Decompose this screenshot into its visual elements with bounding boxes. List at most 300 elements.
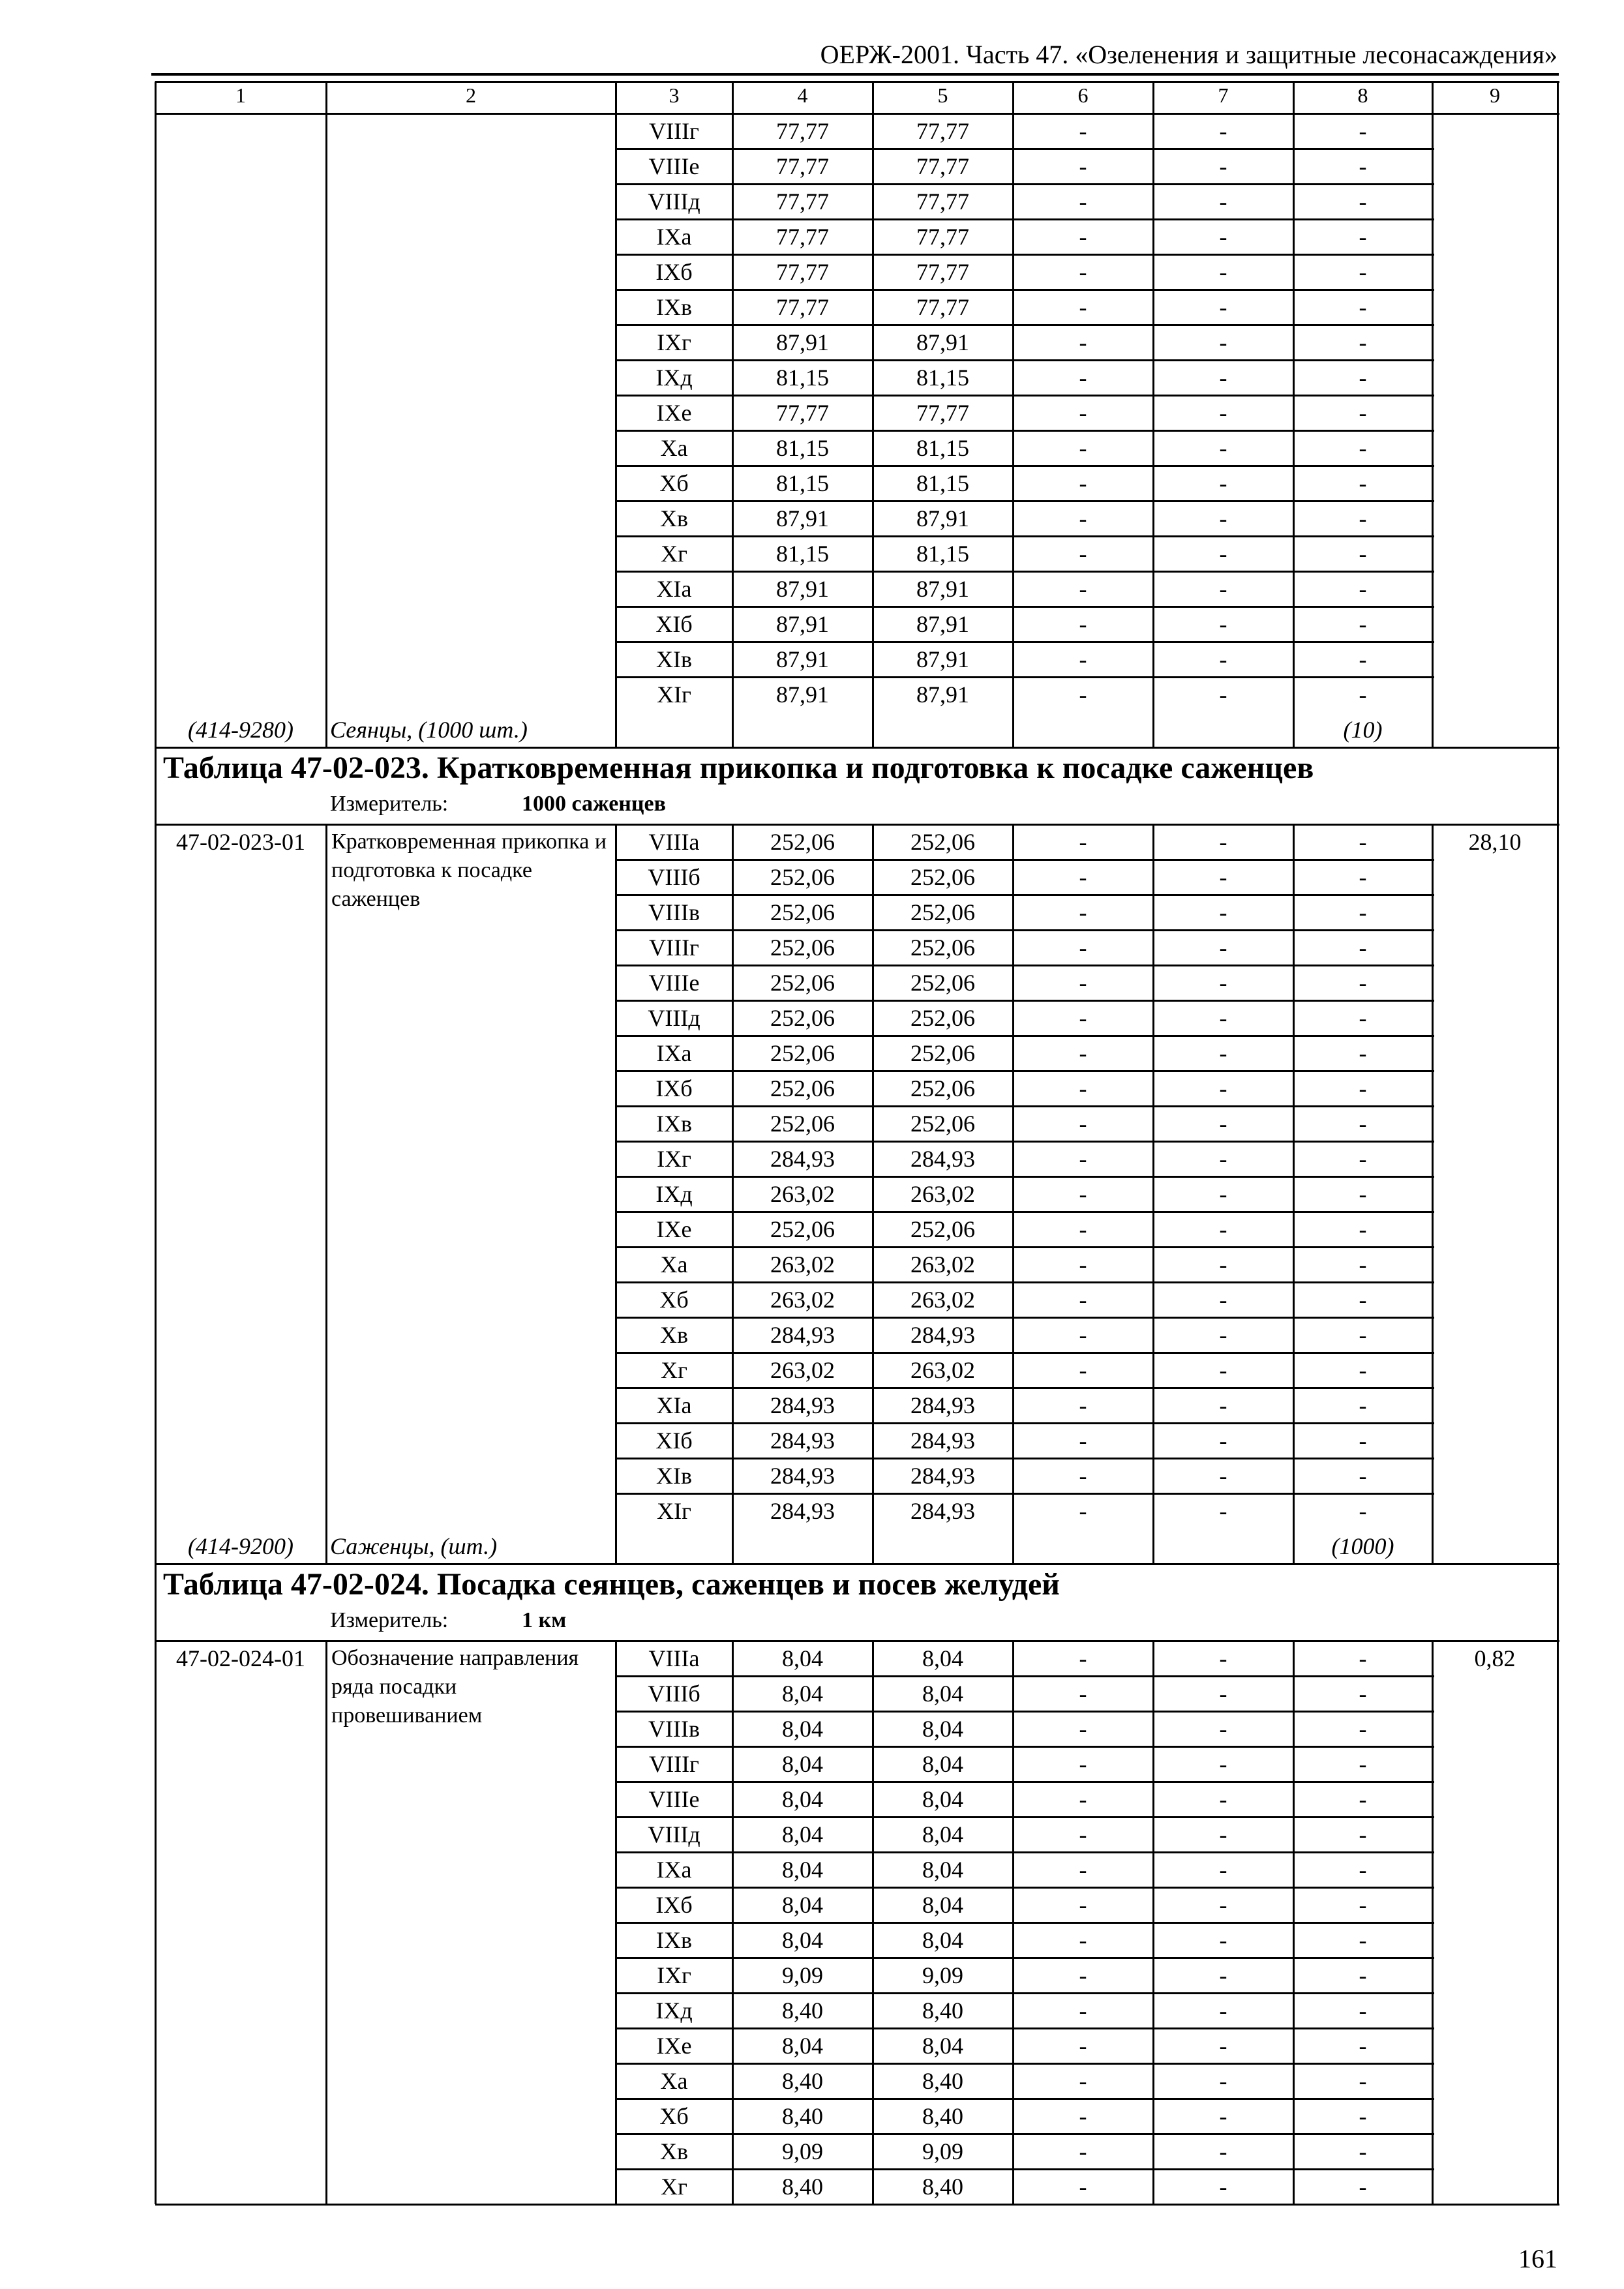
rate-value: -: [1219, 681, 1227, 708]
rate-value: -: [1079, 1821, 1087, 1848]
rate-value: 8,04: [922, 1716, 963, 1742]
rate-value: -: [1079, 1751, 1087, 1777]
rate-value: -: [1079, 188, 1087, 215]
rate-value: 87,91: [776, 505, 829, 531]
zone-label: IXд: [655, 365, 693, 391]
rate-value: -: [1359, 224, 1367, 250]
resource-code: (414-9200): [188, 1533, 293, 1559]
rate-value: -: [1079, 2068, 1087, 2094]
row-divider: [155, 2204, 1559, 2206]
rate-value: -: [1219, 1322, 1227, 1348]
rate-value: -: [1219, 1786, 1227, 1812]
rate-value: -: [1359, 1681, 1367, 1707]
rate-value: -: [1359, 576, 1367, 602]
rate-value: 252,06: [910, 1216, 975, 1242]
rate-value: -: [1219, 2103, 1227, 2129]
rate-value: 252,06: [770, 1040, 835, 1066]
rate-value: 87,91: [916, 611, 969, 637]
column-divider: [1152, 824, 1154, 1564]
rate-value: 284,93: [910, 1392, 975, 1418]
rate-value: 81,15: [776, 435, 829, 461]
rate-value: -: [1079, 470, 1087, 496]
rate-value: 284,93: [910, 1463, 975, 1489]
rate-value: 8,04: [782, 1751, 823, 1777]
column-divider: [1012, 824, 1014, 1564]
rate-value: 77,77: [916, 188, 969, 215]
rate-value: 8,04: [782, 1786, 823, 1812]
column-divider: [155, 1641, 157, 2204]
zone-label: VIIIв: [648, 899, 700, 925]
rate-value: 263,02: [910, 1251, 975, 1278]
rate-description: Кратковременная прикопка и подготовка к посадке саженцев: [331, 830, 607, 911]
rate-value: -: [1359, 1821, 1367, 1848]
zone-label: VIIIд: [648, 188, 700, 215]
rate-value: -: [1219, 329, 1227, 355]
rate-value: -: [1359, 1463, 1367, 1489]
rate-value: -: [1219, 1857, 1227, 1883]
rate-value: -: [1219, 1716, 1227, 1742]
rate-value: -: [1079, 118, 1087, 144]
rate-value: 77,77: [916, 224, 969, 250]
rate-value: 8,04: [922, 1786, 963, 1812]
rate-value: 284,93: [910, 1146, 975, 1172]
column-divider: [1557, 824, 1559, 1564]
rate-value: -: [1219, 970, 1227, 996]
column-divider: [155, 1564, 157, 1641]
rate-value: 284,93: [910, 1322, 975, 1348]
rate-value: 252,06: [910, 1040, 975, 1066]
rate-value: -: [1359, 1181, 1367, 1207]
rate-value: -: [1219, 1216, 1227, 1242]
rate-value: 77,77: [776, 224, 829, 250]
rate-value: -: [1359, 1040, 1367, 1066]
rate-value: 9,09: [922, 1962, 963, 1988]
rate-value: -: [1219, 505, 1227, 531]
zone-label: VIIIд: [648, 1005, 700, 1031]
rate-value: 8,04: [922, 1927, 963, 1953]
rate-value: -: [1359, 1005, 1367, 1031]
rate-value: -: [1219, 188, 1227, 215]
column-divider: [1432, 1641, 1434, 2204]
rate-value: -: [1219, 864, 1227, 890]
rate-value: -: [1219, 541, 1227, 567]
labor-cost: 28,10: [1468, 829, 1522, 855]
rate-value: 252,06: [910, 935, 975, 961]
column-divider: [1432, 113, 1434, 747]
column-divider: [325, 82, 327, 113]
zone-label: Xб: [659, 470, 689, 496]
rate-value: -: [1359, 1997, 1367, 2024]
rate-value: 8,04: [922, 1892, 963, 1918]
rate-value: -: [1219, 1005, 1227, 1031]
rate-value: -: [1359, 1146, 1367, 1172]
column-divider: [732, 113, 734, 747]
rate-value: -: [1359, 470, 1367, 496]
running-header: ОЕРЖ-2001. Часть 47. «Озеленения и защитные лесонасаждения»: [820, 40, 1557, 69]
column-divider: [1557, 113, 1559, 747]
rate-value: -: [1219, 400, 1227, 426]
rate-value: -: [1079, 1392, 1087, 1418]
rate-value: 8,40: [922, 2068, 963, 2094]
rate-value: -: [1079, 1322, 1087, 1348]
column-divider: [615, 1641, 617, 2204]
rate-value: -: [1219, 470, 1227, 496]
rate-value: -: [1359, 329, 1367, 355]
rate-value: -: [1079, 1997, 1087, 2024]
rate-value: -: [1359, 1498, 1367, 1524]
zone-label: IXв: [656, 1927, 692, 1953]
resource-quantity: (1000): [1331, 1533, 1394, 1559]
rate-value: -: [1219, 829, 1227, 855]
rate-value: -: [1359, 970, 1367, 996]
rate-value: 252,06: [770, 1111, 835, 1137]
rate-value: 252,06: [770, 899, 835, 925]
zone-label: Xг: [661, 1357, 687, 1383]
rate-value: -: [1079, 1251, 1087, 1278]
measure-label: Измеритель:: [330, 1608, 449, 1632]
rate-value: -: [1219, 1428, 1227, 1454]
rate-value: 77,77: [916, 118, 969, 144]
rate-value: -: [1219, 1287, 1227, 1313]
column-number: 9: [1490, 83, 1500, 107]
rate-value: 81,15: [776, 365, 829, 391]
rate-value: -: [1359, 935, 1367, 961]
zone-label: IXв: [656, 294, 692, 320]
rate-value: 87,91: [776, 576, 829, 602]
rate-value: -: [1359, 188, 1367, 215]
rate-value: -: [1079, 2033, 1087, 2059]
rate-value: -: [1219, 259, 1227, 285]
rate-value: -: [1079, 1463, 1087, 1489]
rate-value: -: [1079, 329, 1087, 355]
rate-value: 252,06: [770, 970, 835, 996]
rate-value: -: [1359, 365, 1367, 391]
rate-value: -: [1359, 899, 1367, 925]
zone-label: Xа: [660, 2068, 688, 2094]
rate-value: -: [1359, 1322, 1367, 1348]
column-number: 3: [669, 83, 680, 107]
resource-name: Саженцы, (шт.): [330, 1533, 498, 1559]
rate-value: -: [1219, 1463, 1227, 1489]
column-divider: [1557, 747, 1559, 824]
rate-value: -: [1079, 505, 1087, 531]
rate-value: -: [1359, 1428, 1367, 1454]
rate-value: -: [1219, 1645, 1227, 1671]
rate-value: -: [1079, 153, 1087, 179]
rate-value: -: [1359, 1251, 1367, 1278]
column-divider: [1152, 82, 1154, 113]
rate-value: 263,02: [910, 1181, 975, 1207]
rate-value: -: [1219, 1075, 1227, 1101]
rate-value: -: [1079, 365, 1087, 391]
rate-value: 284,93: [770, 1498, 835, 1524]
rate-value: -: [1079, 611, 1087, 637]
column-divider: [615, 82, 617, 113]
zone-label: VIIIд: [648, 1821, 700, 1848]
rate-value: -: [1219, 1357, 1227, 1383]
rate-value: -: [1079, 1927, 1087, 1953]
rate-value: 8,04: [922, 1681, 963, 1707]
rate-value: -: [1359, 2138, 1367, 2164]
rate-value: 8,04: [922, 1857, 963, 1883]
zone-label: IXб: [655, 259, 693, 285]
zone-label: IXб: [655, 1892, 693, 1918]
rate-value: -: [1219, 2068, 1227, 2094]
rate-value: -: [1359, 435, 1367, 461]
rate-value: -: [1079, 400, 1087, 426]
rate-value: -: [1219, 1111, 1227, 1137]
rate-value: -: [1079, 1357, 1087, 1383]
rate-value: 8,40: [922, 2103, 963, 2129]
rate-value: 8,04: [782, 1645, 823, 1671]
zone-label: VIIIб: [648, 1681, 700, 1707]
column-divider: [872, 82, 874, 113]
rate-value: -: [1079, 970, 1087, 996]
rate-value: -: [1079, 1786, 1087, 1812]
rate-value: -: [1219, 1751, 1227, 1777]
zone-label: IXд: [655, 1181, 693, 1207]
zone-label: IXе: [656, 2033, 692, 2059]
rate-value: -: [1359, 294, 1367, 320]
rate-value: -: [1219, 224, 1227, 250]
resource-name: Сеянцы, (1000 шт.): [330, 717, 528, 743]
rate-value: 77,77: [776, 294, 829, 320]
column-divider: [872, 1641, 874, 2204]
rate-value: 81,15: [916, 435, 969, 461]
column-divider: [872, 113, 874, 747]
rate-value: -: [1219, 2033, 1227, 2059]
column-divider: [1012, 1641, 1014, 2204]
rate-value: -: [1219, 1146, 1227, 1172]
rate-value: 252,06: [910, 1005, 975, 1031]
column-divider: [1557, 1564, 1559, 1641]
rate-value: -: [1079, 1645, 1087, 1671]
rate-value: 8,04: [782, 1927, 823, 1953]
rate-value: 252,06: [770, 1216, 835, 1242]
column-divider: [1012, 113, 1014, 747]
column-divider: [1293, 82, 1295, 113]
rate-value: -: [1079, 1716, 1087, 1742]
rate-value: -: [1359, 611, 1367, 637]
rate-value: -: [1219, 1927, 1227, 1953]
rate-value: -: [1359, 259, 1367, 285]
rate-value: -: [1079, 1216, 1087, 1242]
column-divider: [1432, 824, 1434, 1564]
column-divider: [1432, 82, 1434, 113]
rate-value: -: [1219, 576, 1227, 602]
header-rule: [151, 73, 1559, 76]
rate-value: -: [1359, 1216, 1367, 1242]
rate-value: -: [1079, 2138, 1087, 2164]
zone-label: Xа: [660, 1251, 688, 1278]
resource-quantity: (10): [1343, 717, 1383, 743]
rate-value: 284,93: [770, 1463, 835, 1489]
rate-value: -: [1079, 864, 1087, 890]
rate-value: 8,04: [782, 1892, 823, 1918]
zone-label: VIIIг: [649, 118, 699, 144]
rate-value: -: [1359, 1857, 1367, 1883]
rate-value: -: [1079, 1681, 1087, 1707]
rate-value: -: [1079, 1005, 1087, 1031]
zone-label: VIIIв: [648, 1716, 700, 1742]
rate-value: -: [1219, 118, 1227, 144]
zone-label: VIIIг: [649, 1751, 699, 1777]
zone-label: XIб: [655, 611, 693, 637]
zone-label: XIг: [657, 1498, 691, 1524]
column-divider: [732, 1641, 734, 2204]
rate-value: -: [1079, 1428, 1087, 1454]
rate-value: 77,77: [776, 259, 829, 285]
zone-label: XIв: [656, 1463, 692, 1489]
rate-value: -: [1219, 1997, 1227, 2024]
column-number: 4: [797, 83, 808, 107]
rate-value: -: [1359, 153, 1367, 179]
column-divider: [1557, 82, 1559, 113]
rate-value: 87,91: [916, 505, 969, 531]
rate-value: 81,15: [916, 541, 969, 567]
zone-label: VIIIб: [648, 864, 700, 890]
rate-value: 87,91: [916, 329, 969, 355]
zone-label: IXд: [655, 1997, 693, 2024]
zone-label: Xв: [660, 1322, 688, 1348]
rate-value: -: [1359, 1287, 1367, 1313]
rate-value: -: [1079, 1111, 1087, 1137]
zone-label: IXа: [656, 224, 692, 250]
rate-value: 252,06: [910, 899, 975, 925]
rate-value: -: [1359, 1962, 1367, 1988]
rate-value: -: [1219, 899, 1227, 925]
rate-value: 252,06: [770, 1005, 835, 1031]
zone-label: Xв: [660, 2138, 688, 2164]
rate-value: -: [1359, 1645, 1367, 1671]
rate-value: 8,04: [782, 2033, 823, 2059]
resource-code: (414-9280): [188, 717, 293, 743]
column-number: 8: [1357, 83, 1368, 107]
rate-value: 81,15: [776, 541, 829, 567]
column-divider: [155, 824, 157, 1564]
zone-label: Xв: [660, 505, 688, 531]
rate-value: 263,02: [770, 1287, 835, 1313]
zone-label: VIIIе: [648, 1786, 700, 1812]
rate-value: 87,91: [776, 681, 829, 708]
rate-value: 81,15: [776, 470, 829, 496]
zone-label: XIа: [656, 1392, 692, 1418]
rate-value: 8,04: [782, 1681, 823, 1707]
column-divider: [1293, 113, 1295, 747]
rate-value: -: [1359, 864, 1367, 890]
rate-value: -: [1219, 1251, 1227, 1278]
column-divider: [325, 1641, 327, 2204]
rate-value: 8,04: [922, 1751, 963, 1777]
rate-value: -: [1359, 1357, 1367, 1383]
rate-value: -: [1359, 118, 1367, 144]
zone-label: IXг: [657, 1962, 691, 1988]
rate-value: -: [1359, 1111, 1367, 1137]
column-divider: [732, 824, 734, 1564]
zone-label: XIв: [656, 646, 692, 672]
rate-value: 87,91: [776, 329, 829, 355]
rate-value: -: [1219, 646, 1227, 672]
rate-value: 81,15: [916, 470, 969, 496]
rate-value: 263,02: [770, 1251, 835, 1278]
rate-value: 252,06: [910, 829, 975, 855]
rate-value: 87,91: [776, 646, 829, 672]
rate-value: -: [1359, 2033, 1367, 2059]
rate-value: 284,93: [770, 1146, 835, 1172]
rate-value: -: [1219, 935, 1227, 961]
rate-value: -: [1079, 1498, 1087, 1524]
rate-value: -: [1359, 505, 1367, 531]
zone-label: IXа: [656, 1857, 692, 1883]
rate-value: -: [1079, 681, 1087, 708]
rate-value: -: [1079, 1146, 1087, 1172]
column-number: 7: [1218, 83, 1229, 107]
column-divider: [1293, 1641, 1295, 2204]
rate-value: 263,02: [910, 1287, 975, 1313]
zone-label: VIIIа: [648, 829, 700, 855]
rate-value: 87,91: [776, 611, 829, 637]
zone-label: IXг: [657, 329, 691, 355]
rate-value: 77,77: [916, 400, 969, 426]
zone-label: IXе: [656, 1216, 692, 1242]
rate-value: 77,77: [776, 400, 829, 426]
rate-value: 263,02: [770, 1181, 835, 1207]
rate-value: 8,04: [782, 1716, 823, 1742]
rate-value: -: [1219, 1040, 1227, 1066]
rate-value: 252,06: [770, 864, 835, 890]
rate-value: 87,91: [916, 576, 969, 602]
rate-value: -: [1219, 2174, 1227, 2200]
rate-value: -: [1219, 1681, 1227, 1707]
rate-description: Обозначение направления ряда посадки провешиванием: [331, 1646, 579, 1728]
rate-value: -: [1219, 1821, 1227, 1848]
rate-value: -: [1219, 611, 1227, 637]
zone-label: IXе: [656, 400, 692, 426]
row-divider: [155, 1563, 1559, 1565]
rate-value: -: [1359, 1716, 1367, 1742]
measure-label: Измеритель:: [330, 792, 449, 816]
zone-label: Xг: [661, 2174, 687, 2200]
rate-value: 252,06: [770, 829, 835, 855]
rate-code: 47-02-024-01: [176, 1645, 305, 1671]
rate-value: -: [1079, 646, 1087, 672]
zone-label: XIб: [655, 1428, 693, 1454]
rate-value: 284,93: [770, 1392, 835, 1418]
rate-value: -: [1079, 2174, 1087, 2200]
rate-value: 9,09: [922, 2138, 963, 2164]
rate-value: -: [1079, 1181, 1087, 1207]
rate-value: -: [1219, 294, 1227, 320]
zone-label: Xа: [660, 435, 688, 461]
row-divider: [155, 747, 1559, 749]
zone-label: IXб: [655, 1075, 693, 1101]
rate-value: 252,06: [910, 1111, 975, 1137]
rate-value: 252,06: [770, 1075, 835, 1101]
rate-value: -: [1359, 1927, 1367, 1953]
zone-label: IXв: [656, 1111, 692, 1137]
rate-value: -: [1359, 1892, 1367, 1918]
rate-value: -: [1219, 1498, 1227, 1524]
rate-value: -: [1079, 294, 1087, 320]
rate-value: 284,93: [910, 1498, 975, 1524]
rate-value: -: [1359, 1786, 1367, 1812]
rate-value: 8,40: [782, 2174, 823, 2200]
table-title: Таблица 47-02-023. Кратковременная прикопка и подготовка к посадке саженцев: [163, 751, 1314, 785]
rate-value: -: [1079, 1287, 1087, 1313]
zone-label: VIIIе: [648, 153, 700, 179]
rate-value: 77,77: [916, 294, 969, 320]
rate-value: -: [1079, 259, 1087, 285]
